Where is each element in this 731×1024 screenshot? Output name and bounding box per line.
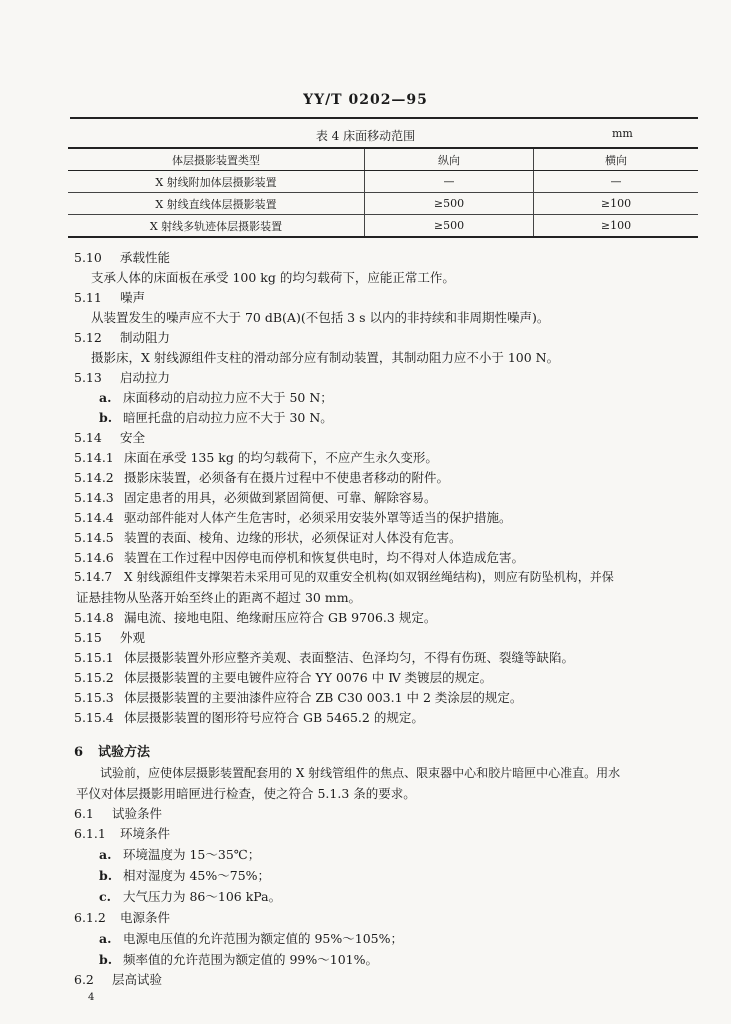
clause-5-14-6 [74,548,524,566]
section-heading-6-1 [74,804,162,822]
clause-5-14-1 [74,448,438,466]
list-item [99,929,403,947]
section-number: 6 [74,745,84,760]
section-heading-5-10 [74,248,170,266]
section-title: 承载性能 [120,250,171,265]
standard-code-header: YY/T 0202—95 [303,92,428,108]
clause-text: 床面在承受 135 kg 的均匀载荷下，不应产生永久变形。 [124,450,438,465]
section-number: 5.11 [74,290,102,305]
table-cell: X 射线多轨迹体层摄影装置 [68,215,365,238]
item-text: 床面移动的启动拉力应不大于 50 N； [123,390,333,405]
list-item [99,866,270,884]
clause-5-15-3 [74,688,522,706]
table-row [68,171,698,193]
item-label: b. [99,952,113,967]
clause-number: 5.15.1 [74,650,114,665]
table-cell: ≥500 [365,215,534,238]
clause-number: 5.14.3 [74,490,114,505]
table-row [68,193,698,215]
clause-text: 体层摄影装置外形应整齐美观、表面整洁、色泽均匀，不得有伤斑、裂缝等缺陷。 [124,650,575,665]
section-title: 试验方法 [98,745,151,760]
clause-5-15-2 [74,668,492,686]
list-item [99,408,333,426]
section-number: 5.13 [74,370,102,385]
clause-number: 5.14.6 [74,550,114,565]
section-title: 层高试验 [112,972,163,987]
section-number: 6.1.1 [74,826,106,841]
table-cell: X 射线直线体层摄影装置 [68,193,365,215]
item-label: a. [99,847,112,862]
table-cell: — [534,171,699,193]
clause-number: 5.14.5 [74,530,114,545]
item-label: a. [99,390,112,405]
paragraph: 支承人体的床面板在承受 100 kg 的均匀载荷下，应能正常工作。 [91,270,455,285]
clause-text: 体层摄影装置的主要电镀件应符合 YY 0076 中 Ⅳ 类镀层的规定。 [124,670,493,685]
section-heading-6-1-1 [74,824,170,842]
clause-5-14-2 [74,468,449,486]
paragraph: 从装置发生的噪声应不大于 70 dB(A)(不包括 3 s 以内的非持续和非周期性噪声)。 [91,310,550,325]
clause-5-15-1 [74,648,574,666]
clause-5-14-8 [74,608,436,626]
clause-number: 5.15.4 [74,710,114,725]
table-caption: 表 4 床面移动范围 [315,129,416,143]
section-heading-5-11 [74,288,145,306]
item-text: 环境温度为 15～35℃； [123,847,261,862]
clause-number: 5.14.8 [74,610,114,625]
section-title: 试验条件 [112,806,163,821]
paragraph: 摄影床，X 射线源组件支柱的滑动部分应有制动装置，其制动阻力应不小于 100 N。 [91,350,560,365]
section-title: 制动阻力 [120,330,171,345]
section-heading-5-14 [74,428,145,446]
section-title: 环境条件 [120,826,171,841]
section-number: 5.12 [74,330,102,345]
section-title: 外观 [120,630,146,645]
section-heading-5-12 [74,328,170,346]
section-number: 6.1 [74,806,94,821]
page-number: 4 [88,992,95,1003]
item-text: 相对湿度为 45%～75%； [123,868,271,883]
list-item [99,950,378,968]
list-item [99,388,333,406]
clause-5-14-4 [74,508,512,526]
table-cell: ≥100 [534,193,699,215]
item-label: a. [99,931,112,946]
section-title: 启动拉力 [120,370,171,385]
clause-continuation: 证悬挂物从坠落开始至终止的距离不超过 30 mm。 [76,590,362,605]
table-cell: ≥500 [365,193,534,215]
item-text: 暗匣托盘的启动拉力应不大于 30 N。 [123,410,333,425]
clause-text: 驱动部件能对人体产生危害时，必须采用安装外罩等适当的保护措施。 [124,510,512,525]
section-number: 6.2 [74,972,94,987]
item-label: c. [99,889,111,904]
section-heading-5-13 [74,368,170,386]
item-label: b. [99,868,113,883]
clause-number: 5.14.2 [74,470,114,485]
clause-text: 摄影床装置，必须备有在摄片过程中不使患者移动的附件。 [124,470,450,485]
clause-text: 装置在工作过程中因停电而停机和恢复供电时，均不得对人体造成危害。 [124,550,525,565]
clause-text: 体层摄影装置的主要油漆件应符合 ZB C30 003.1 中 2 类涂层的规定。 [124,690,523,705]
section-heading-6-1-2 [74,908,170,926]
section-number: 6.1.2 [74,910,106,925]
list-item [99,887,281,905]
section-title: 电源条件 [120,910,171,925]
table-unit: mm [612,127,633,140]
section-heading-6-2 [74,970,162,988]
paragraph-continuation: 平仪对体层摄影用暗匣进行检查，使之符合 5.1.3 条的要求。 [76,786,416,801]
paragraph: 试验前，应使体层摄影装置配套用的 X 射线管组件的焦点、限束器中心和胶片暗匣中心准直。用水 [100,766,621,780]
clause-text: 固定患者的用具，必须做到紧固简便、可靠、解除容易。 [124,490,437,505]
header-rule [70,117,698,119]
item-text: 大气压力为 86～106 kPa。 [123,889,282,904]
table-4 [68,147,698,238]
table-cell: ≥100 [534,215,699,238]
clause-number: 5.15.2 [74,670,114,685]
column-header-longitudinal: 纵向 [365,148,534,171]
clause-text: 漏电流、接地电阻、绝缘耐压应符合 GB 9706.3 规定。 [124,610,437,625]
clause-text: 体层摄影装置的图形符号应符合 GB 5465.2 的规定。 [124,710,424,725]
section-heading-6 [74,741,150,760]
clause-5-14-3 [74,488,437,506]
clause-text: X 射线源组件支撑架若未采用可见的双重安全机构(如双钢丝绳结构)，则应有防坠机构，并保 [124,570,614,584]
item-text: 电源电压值的允许范围为额定值的 95%～105%； [123,931,403,946]
clause-5-14-5 [74,528,462,546]
table-cell: — [365,171,534,193]
clause-5-14-7 [74,568,614,585]
clause-number: 5.14.1 [74,450,114,465]
clause-5-15-4 [74,708,424,726]
clause-number: 5.14.4 [74,510,114,525]
section-number: 5.14 [74,430,102,445]
column-header-type: 体层摄影装置类型 [68,148,365,171]
item-label: b. [99,410,113,425]
section-number: 5.15 [74,630,102,645]
column-header-transverse: 横向 [534,148,699,171]
clause-text: 装置的表面、棱角、边缘的形状，必须保证对人体没有危害。 [124,530,462,545]
section-title: 安全 [120,430,146,445]
section-number: 5.10 [74,250,102,265]
section-heading-5-15 [74,628,145,646]
clause-number: 5.14.7 [74,570,113,584]
table-row [68,215,698,238]
table-header-row [68,148,698,171]
section-title: 噪声 [120,290,146,305]
item-text: 频率值的允许范围为额定值的 99%～101%。 [123,952,378,967]
table-cell: X 射线附加体层摄影装置 [68,171,365,193]
list-item [99,845,260,863]
clause-number: 5.15.3 [74,690,114,705]
